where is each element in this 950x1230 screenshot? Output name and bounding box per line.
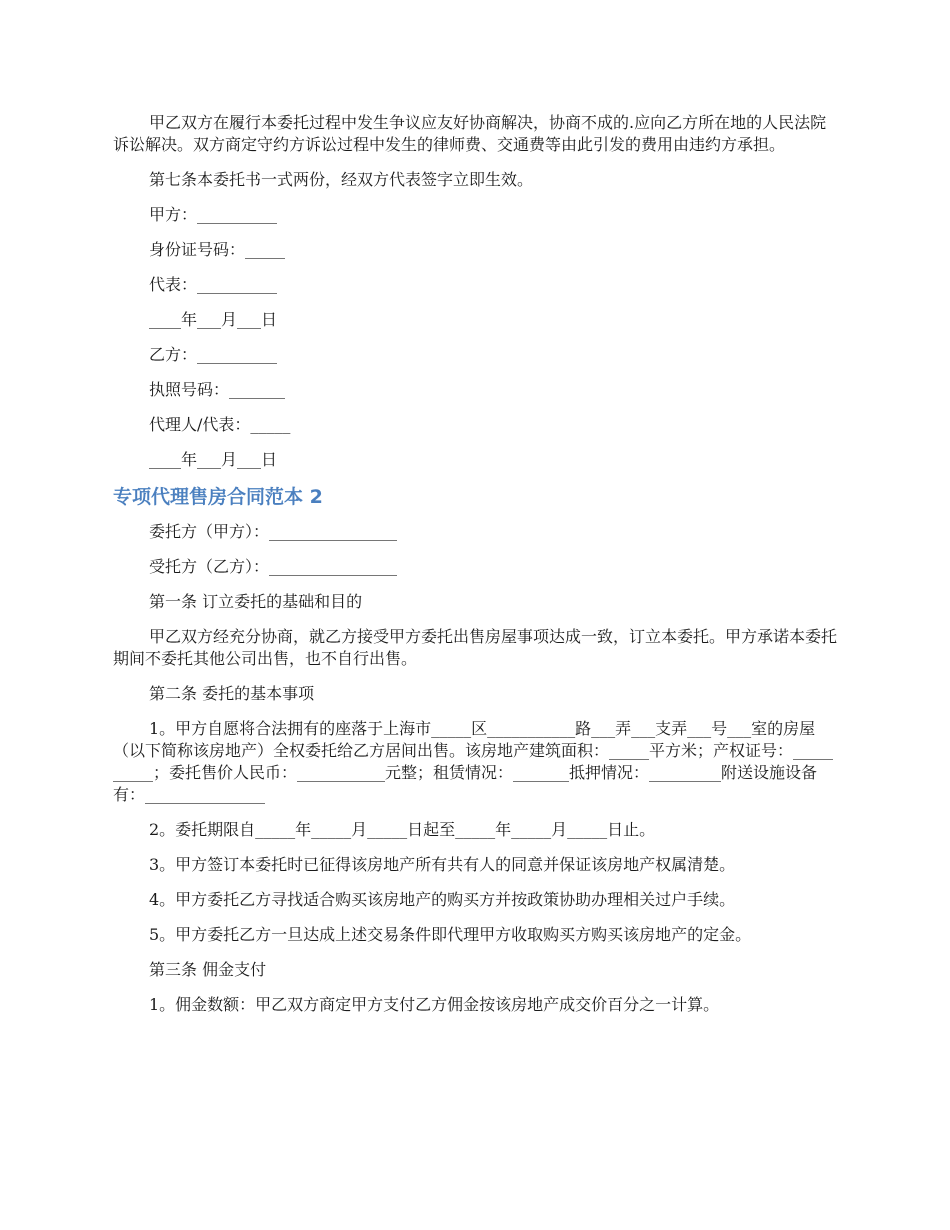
- paragraph-article-seven: 第七条本委托书一式两份，经双方代表签字立即生效。: [149, 170, 534, 189]
- paragraph-article-two-item-3: 3。甲方签订本委托时已征得该房地产所有共有人的同意并保证该房地产权属清楚。: [149, 855, 736, 874]
- signature-party-b: 乙方：__________: [149, 345, 278, 364]
- signature-party-a: 甲方：__________: [149, 205, 278, 224]
- document-body: [113, 112, 840, 1016]
- paragraph-agent: 受托方（乙方）：________________: [149, 557, 398, 576]
- paragraph-dispute-resolution: 甲乙双方在履行本委托过程中发生争议应友好协商解决，协商不成的.应向乙方所在地的人民法院诉讼解决。双方商定守约方诉讼过程中发生的律师费、交通费等由此引发的费用由违约方承担。: [113, 113, 827, 154]
- paragraph-article-two-item-5: 5。甲方委托乙方一旦达成上述交易条件即代理甲方收取购买方购买该房地产的定金。: [149, 925, 752, 944]
- paragraph-article-two-title: 第二条 委托的基本事项: [149, 684, 315, 703]
- section-heading: 专项代理售房合同范本 2: [113, 486, 323, 508]
- paragraph-article-two-item-4: 4。甲方委托乙方寻找适合购买该房地产的购买方并按政策协助办理相关过户手续。: [149, 890, 736, 909]
- paragraph-article-one-title: 第一条 订立委托的基础和目的: [149, 592, 363, 611]
- paragraph-principal: 委托方（甲方）：________________: [149, 522, 398, 541]
- paragraph-article-two-item-1: 1。甲方自愿将合法拥有的座落于上海市_____区___________路___弄___支弄___号___室的房屋（以下简称该房地产）全权委托给乙方居间出售。该房地产建筑面积：_____平方米；产权证号：__________；委托售价人民币：___________元整；租赁情况：_______抵押情况：_________附送设施设备有：_______________: [113, 719, 834, 804]
- signature-date-a: ____年___月___日: [149, 310, 278, 329]
- signature-representative-a: 代表：__________: [149, 275, 278, 294]
- paragraph-article-one-body: 甲乙双方经充分协商，就乙方接受甲方委托出售房屋事项达成一致，订立本委托。甲方承诺本委托期间不委托其他公司出售，也不自行出售。: [113, 627, 838, 668]
- paragraph-article-three-title: 第三条 佣金支付: [149, 960, 267, 979]
- signature-date-b: ____年___月___日: [149, 450, 278, 469]
- signature-id-number: 身份证号码：_____: [149, 240, 286, 259]
- paragraph-article-three-item-1: 1。佣金数额：甲乙双方商定甲方支付乙方佣金按该房地产成交价百分之一计算。: [149, 995, 720, 1014]
- signature-agent-representative: 代理人/代表：_____: [149, 415, 291, 434]
- paragraph-article-two-item-2: 2。委托期限自_____年_____月_____日起至_____年_____月_____日止。: [149, 820, 656, 839]
- signature-license-number: 执照号码：_______: [149, 380, 286, 399]
